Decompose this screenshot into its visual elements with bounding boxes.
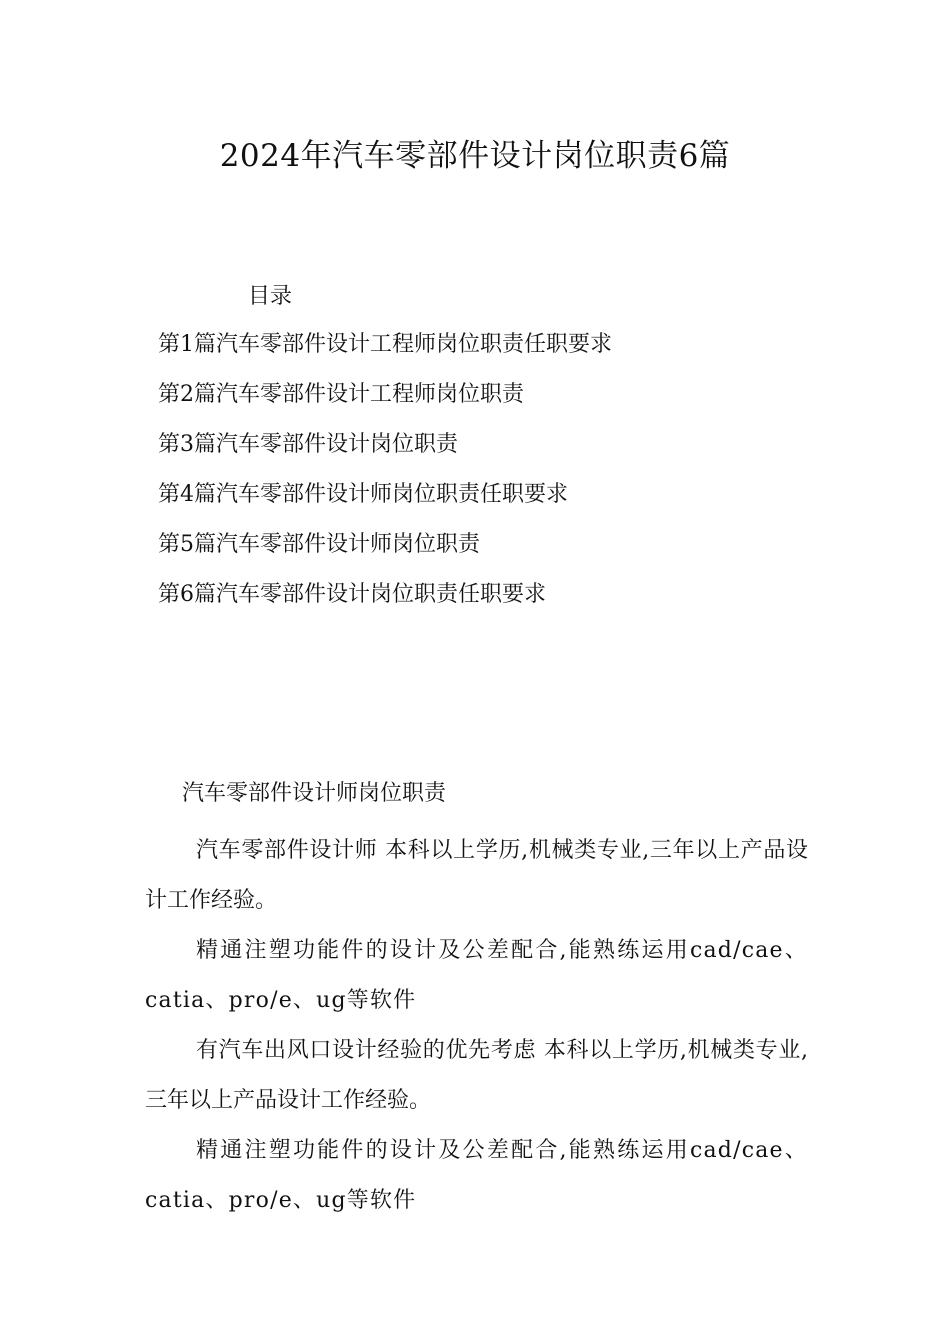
- toc-item: 第1篇汽车零部件设计工程师岗位职责任职要求: [158, 332, 612, 357]
- body-paragraph: 有汽车出风口设计经验的优先考虑 本科以上学历,机械类专业,三年以上产品设计工作经验。: [145, 1038, 808, 1113]
- section-title: 汽车零部件设计师岗位职责: [182, 781, 447, 806]
- toc-item: 第3篇汽车零部件设计岗位职责: [158, 432, 458, 457]
- table-of-contents: [158, 330, 612, 630]
- toc-item: 第4篇汽车零部件设计师岗位职责任职要求: [158, 482, 568, 507]
- body-paragraph: 精通注塑功能件的设计及公差配合,能熟练运用cad/cae、 catia、pro/e、ug等软件: [145, 938, 808, 1013]
- toc-item: 第5篇汽车零部件设计师岗位职责: [158, 532, 480, 557]
- toc-heading: 目录: [248, 284, 293, 309]
- body-paragraph: 汽车零部件设计师 本科以上学历,机械类专业,三年以上产品设计工作经验。: [145, 838, 808, 913]
- toc-item: 第2篇汽车零部件设计工程师岗位职责: [158, 382, 524, 407]
- document-title: 2024年汽车零部件设计岗位职责6篇: [219, 138, 731, 174]
- section-body: [145, 826, 808, 1226]
- toc-item: 第6篇汽车零部件设计岗位职责任职要求: [158, 582, 546, 607]
- body-paragraph: 精通注塑功能件的设计及公差配合,能熟练运用cad/cae、 catia、pro/e、ug等软件: [145, 1138, 808, 1213]
